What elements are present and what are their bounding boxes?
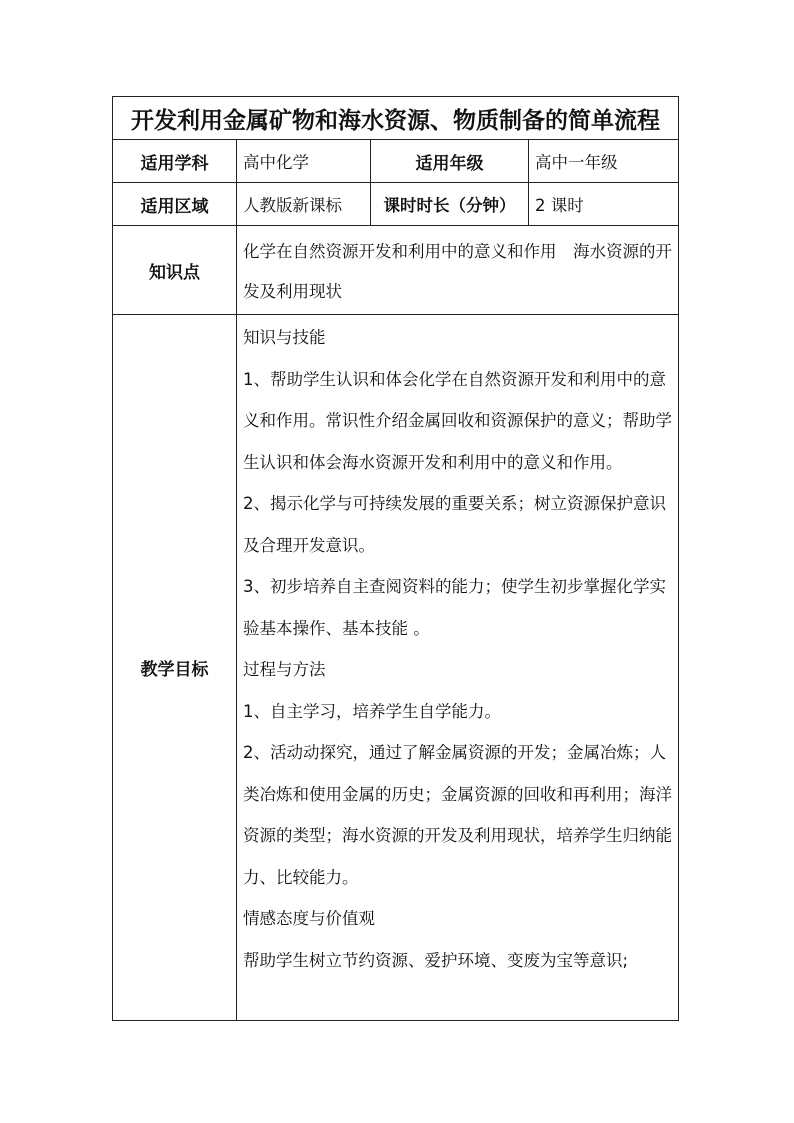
grade-label: 适用年级 (371, 140, 529, 183)
knowledge-row (113, 226, 679, 315)
duration-label: 课时时长（分钟） (371, 183, 529, 226)
region-label: 适用区域 (113, 183, 237, 226)
goal-heading-process: 过程与方法 (243, 660, 326, 679)
goal-item: 帮助学生树立节约资源、爱护环境、变废为宝等意识; (243, 950, 629, 970)
goal-item: 1、自主学习，培养学生自学能力。 (243, 701, 501, 721)
goal-heading-knowledge: 知识与技能 (243, 328, 326, 347)
goal-item: 1、帮助学生认识和体会化学在自然资源开发和利用中的意义和作用。常识性介绍金属回收和资源保护的意义；帮助学生认识和体会海水资源开发和利用中的意义和作用。 (243, 369, 672, 472)
knowledge-value: 化学在自然资源开发和利用中的意义和作用 海水资源的开发及利用现状 (237, 226, 679, 315)
goals-row (113, 315, 679, 1021)
subject-row (113, 140, 679, 183)
goals-label: 教学目标 (113, 315, 237, 1021)
duration-value: 2 课时 (529, 183, 679, 226)
grade-value: 高中一年级 (529, 140, 679, 183)
lesson-plan-table (112, 96, 679, 1021)
goal-heading-attitude: 情感态度与价值观 (243, 909, 375, 928)
subject-value: 高中化学 (237, 140, 371, 183)
goal-item: 2、揭示化学与可持续发展的重要关系；树立资源保护意识及合理开发意识。 (243, 494, 666, 555)
goal-item: 2、活动动探究，通过了解金属资源的开发；金属冶炼；人类冶炼和使用金属的历史；金属资源的回收和再利用；海洋资源的类型；海水资源的开发及利用现状，培养学生归纳能力、比较能力。 (243, 743, 672, 887)
region-value: 人教版新课标 (237, 183, 371, 226)
subject-label: 适用学科 (113, 140, 237, 183)
goals-content (237, 315, 679, 1021)
document-title: 开发利用金属矿物和海水资源、物质制备的简单流程 (113, 97, 679, 140)
goal-item: 3、初步培养自主查阅资料的能力；使学生初步掌握化学实验基本操作、基本技能 。 (243, 577, 666, 638)
title-row (113, 97, 679, 140)
region-row (113, 183, 679, 226)
knowledge-label: 知识点 (113, 226, 237, 315)
